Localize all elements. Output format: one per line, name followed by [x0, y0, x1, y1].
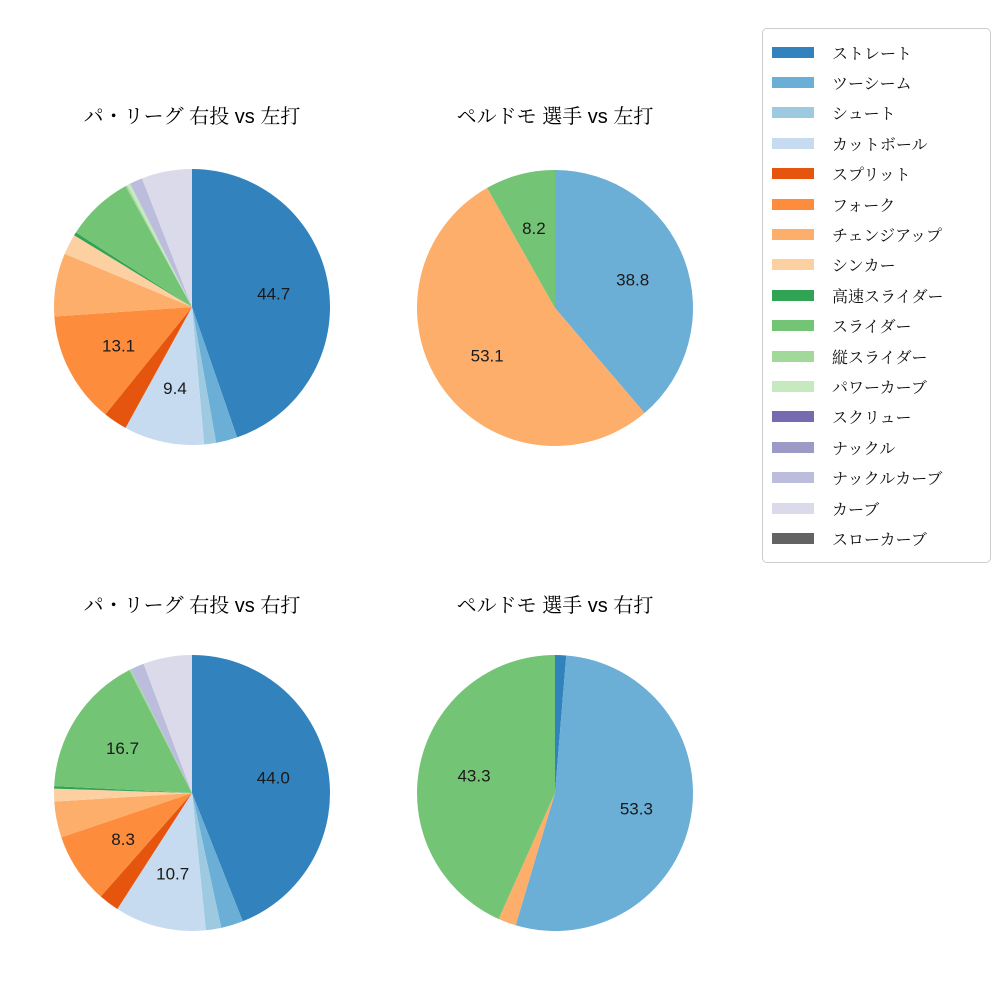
legend-item-16 — [772, 523, 982, 553]
legend-color-swatch — [772, 138, 814, 149]
legend-item-11 — [772, 371, 982, 401]
slice-percent-label: 53.3 — [619, 799, 653, 819]
chart-title: ペルドモ 選手 vs 右打 — [456, 595, 654, 617]
legend-label: スクリュー — [832, 410, 912, 428]
legend-label: スローカーブ — [832, 531, 927, 549]
legend-color-swatch — [772, 442, 814, 453]
legend-item-3 — [772, 128, 982, 158]
chart-title: ペルドモ 選手 vs 左打 — [456, 106, 654, 128]
legend-item-15 — [772, 493, 982, 523]
slice-percent-label: 43.3 — [457, 766, 491, 786]
legend-label: カットボール — [832, 136, 928, 154]
legend-label: ナックル — [832, 440, 896, 458]
legend-item-10 — [772, 341, 982, 371]
legend-label: 高速スライダー — [832, 288, 944, 306]
slice-percent-label: 44.0 — [256, 768, 290, 788]
legend-color-swatch — [772, 259, 814, 270]
legend-item-14 — [772, 462, 982, 492]
legend-color-swatch — [772, 411, 814, 422]
slice-percent-label: 8.2 — [522, 218, 546, 238]
pie-svg — [405, 643, 705, 943]
pie-svg — [405, 158, 705, 458]
legend-color-swatch — [772, 229, 814, 240]
slice-percent-label: 13.1 — [102, 336, 136, 356]
legend-color-swatch — [772, 472, 814, 483]
legend-label: シュート — [832, 106, 896, 124]
slice-percent-label: 38.8 — [616, 270, 650, 290]
slice-percent-label: 9.4 — [163, 378, 187, 398]
legend-item-7 — [772, 250, 982, 280]
pie-svg — [42, 643, 342, 943]
legend-label: スライダー — [832, 319, 912, 337]
legend-color-swatch — [772, 47, 814, 58]
legend-item-4 — [772, 159, 982, 189]
legend-label: ストレート — [832, 45, 913, 63]
legend-item-2 — [772, 98, 982, 128]
legend-color-swatch — [772, 168, 814, 179]
chart-title: パ・リーグ 右投 vs 左打 — [83, 106, 301, 128]
legend-color-swatch — [772, 351, 814, 362]
legend-color-swatch — [772, 320, 814, 331]
legend-label: チェンジアップ — [832, 228, 943, 246]
legend-color-swatch — [772, 290, 814, 301]
legend-item-1 — [772, 67, 982, 97]
legend-label: ツーシーム — [832, 76, 912, 94]
legend-label: ナックルカーブ — [832, 471, 943, 489]
legend-item-13 — [772, 432, 982, 462]
slice-percent-label: 53.1 — [470, 346, 504, 366]
legend-label: 縦スライダー — [832, 349, 928, 367]
chart-title: パ・リーグ 右投 vs 右打 — [83, 595, 301, 617]
legend-item-0 — [772, 37, 982, 67]
legend-box — [762, 28, 991, 563]
legend-color-swatch — [772, 107, 814, 118]
legend-color-swatch — [772, 77, 814, 88]
slice-percent-label: 44.7 — [257, 284, 291, 304]
legend-item-9 — [772, 311, 982, 341]
legend-label: カーブ — [832, 501, 880, 519]
legend-color-swatch — [772, 381, 814, 392]
slice-percent-label: 16.7 — [105, 738, 140, 758]
legend-label: パワーカーブ — [832, 379, 927, 397]
legend-item-8 — [772, 280, 982, 310]
legend-item-12 — [772, 402, 982, 432]
slice-percent-label: 10.7 — [156, 864, 190, 884]
legend-item-6 — [772, 219, 982, 249]
slice-percent-label: 8.3 — [111, 829, 135, 849]
pie-svg — [42, 157, 342, 457]
legend-color-swatch — [772, 199, 814, 210]
legend-label: フォーク — [832, 197, 896, 215]
legend-item-5 — [772, 189, 982, 219]
legend-label: スプリット — [832, 167, 911, 185]
legend-color-swatch — [772, 533, 814, 544]
legend-label: シンカー — [832, 258, 896, 276]
legend-color-swatch — [772, 503, 814, 514]
